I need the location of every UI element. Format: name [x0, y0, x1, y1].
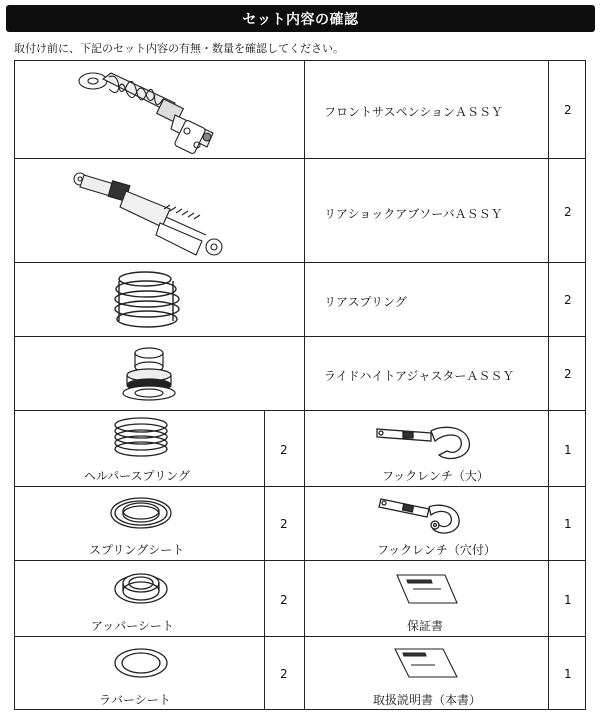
item-qty-cell: [548, 262, 586, 336]
item-name: ライドハイトアジャスターＡＳＳＹ: [324, 369, 515, 383]
item-name: 保証書: [407, 619, 444, 633]
item-name: ヘルパースプリング: [84, 469, 190, 483]
item-name-cell: [304, 262, 548, 336]
item-qty: 1: [564, 443, 572, 457]
item-name: ラバーシート: [99, 693, 171, 707]
item-qty: 2: [280, 517, 288, 531]
item-qty-cell: [548, 486, 586, 560]
set-contents-table: [14, 60, 586, 710]
item-name: スプリングシート: [89, 543, 185, 557]
helper-spring-icon: [111, 415, 171, 463]
item-image-cell: [14, 262, 304, 336]
item-qty: 2: [280, 593, 288, 607]
item-image-cell: [14, 336, 304, 410]
item-name-cell: [304, 336, 548, 410]
front-suspension-icon: [75, 67, 225, 157]
intro-text: 取付け前に、下記のセット内容の有無・数量を確認してください。: [14, 42, 344, 55]
hook-wrench-large-icon: [373, 417, 473, 461]
item-name: 取扱説明書（本書）: [373, 693, 482, 707]
item-qty: 2: [564, 293, 572, 307]
item-qty-cell: [264, 410, 304, 486]
item-qty-cell: [264, 486, 304, 560]
item-image-cell: [14, 158, 304, 262]
item-name: リアショックアブソーバＡＳＳＹ: [324, 207, 503, 221]
item-image-cell: [14, 486, 264, 560]
item-qty-cell: [548, 636, 586, 710]
item-name: アッパーシート: [91, 619, 174, 633]
item-image-cell: [304, 636, 548, 710]
item-qty: 1: [564, 517, 572, 531]
item-qty-cell: [548, 336, 586, 410]
item-image-cell: [14, 636, 264, 710]
spring-seat-icon: [109, 493, 173, 533]
item-image-cell: [14, 560, 264, 636]
section-title-banner: [6, 5, 595, 32]
item-qty: 2: [564, 205, 572, 219]
section-title: セット内容の確認: [242, 11, 359, 28]
item-name: フックレンチ（穴付）: [377, 543, 496, 557]
item-name: フックレンチ（大）: [382, 469, 489, 483]
item-qty-cell: [264, 636, 304, 710]
item-qty: 2: [280, 443, 288, 457]
instruction-manual-icon: [389, 647, 461, 681]
item-qty: 1: [564, 667, 572, 681]
warranty-card-icon: [389, 573, 461, 605]
item-qty-cell: [264, 560, 304, 636]
item-qty-cell: [548, 560, 586, 636]
item-image-cell: [304, 410, 548, 486]
item-qty-cell: [548, 410, 586, 486]
item-qty-cell: [548, 158, 586, 262]
item-qty: 1: [564, 593, 572, 607]
item-name-cell: [304, 60, 548, 158]
upper-seat-icon: [113, 567, 169, 607]
item-image-cell: [14, 60, 304, 158]
item-name: リアスプリング: [324, 295, 407, 309]
item-qty: 2: [564, 367, 572, 381]
item-image-cell: [304, 560, 548, 636]
item-qty-cell: [548, 60, 586, 158]
rear-spring-icon: [107, 269, 187, 331]
item-name-cell: [304, 158, 548, 262]
hook-wrench-holed-icon: [377, 491, 469, 539]
item-image-cell: [14, 410, 264, 486]
item-name: フロントサスペンションＡＳＳＹ: [324, 105, 503, 119]
item-qty: 2: [564, 103, 572, 117]
item-qty: 2: [280, 667, 288, 681]
ride-height-adjuster-icon: [121, 345, 177, 405]
rubber-seat-icon: [113, 645, 169, 681]
rear-shock-absorber-icon: [70, 165, 230, 259]
item-image-cell: [304, 486, 548, 560]
